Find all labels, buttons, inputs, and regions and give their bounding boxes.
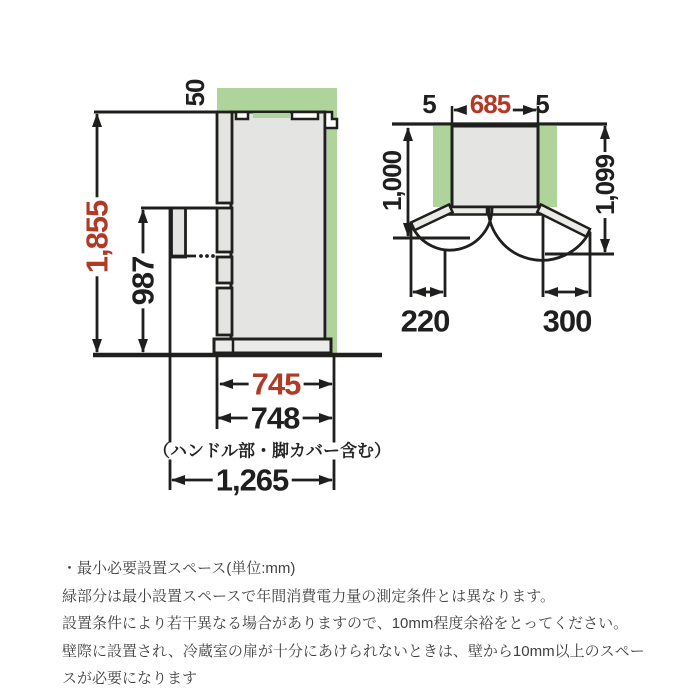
clearance-strip-top — [217, 88, 337, 112]
label-swing-220: 220 — [400, 303, 450, 339]
label-width-685: 685 — [467, 90, 513, 118]
label-height-1855: 1,855 — [81, 198, 114, 277]
drawer-front-panel — [172, 208, 186, 257]
door-right-closed — [489, 207, 543, 215]
label-gap-right-5: 5 — [535, 89, 549, 119]
label-depth-1099: 1,099 — [591, 152, 619, 218]
label-top-clearance-50: 50 — [180, 79, 210, 107]
clearance-strip-right — [538, 126, 557, 207]
footnote-line-4: 壁際に設置され、冷蔵室の扉が十分にあけられないときは、壁から10mm以上のスペースが必要になります — [62, 642, 645, 687]
label-depth-note: （ハンドル部・脚カバー含む） — [153, 441, 391, 461]
label-drawer-height-987: 987 — [127, 254, 160, 309]
footnote-line-1: ・最小必要設置スペース(単位:mm) — [62, 560, 296, 577]
leg-cover — [214, 339, 331, 353]
top-view-drawing — [392, 106, 614, 297]
door-right-open — [537, 205, 590, 237]
fridge-body-side — [231, 112, 325, 339]
label-depth-1000: 1,000 — [378, 148, 406, 214]
clearance-strip-left — [433, 126, 452, 207]
footnote-line-3: 設置条件により若干異なる場合がありますので、10mm程度余裕をとってください。 — [62, 615, 629, 632]
fridge-door-segments — [217, 112, 232, 335]
label-depth-748: 748 — [248, 402, 303, 435]
label-depth-1265: 1,265 — [213, 464, 292, 497]
clearance-strip-back — [327, 112, 337, 353]
label-swing-300: 300 — [542, 303, 592, 339]
door-left-open — [411, 205, 453, 231]
footnotes — [62, 555, 646, 693]
label-depth-745: 745 — [249, 368, 304, 401]
label-gap-left-5: 5 — [422, 89, 436, 119]
fridge-body-top — [452, 126, 538, 207]
footnote-line-2: 緑部分は最小設置スペースで年間消費電力量の測定条件とは異なります。 — [62, 587, 556, 605]
